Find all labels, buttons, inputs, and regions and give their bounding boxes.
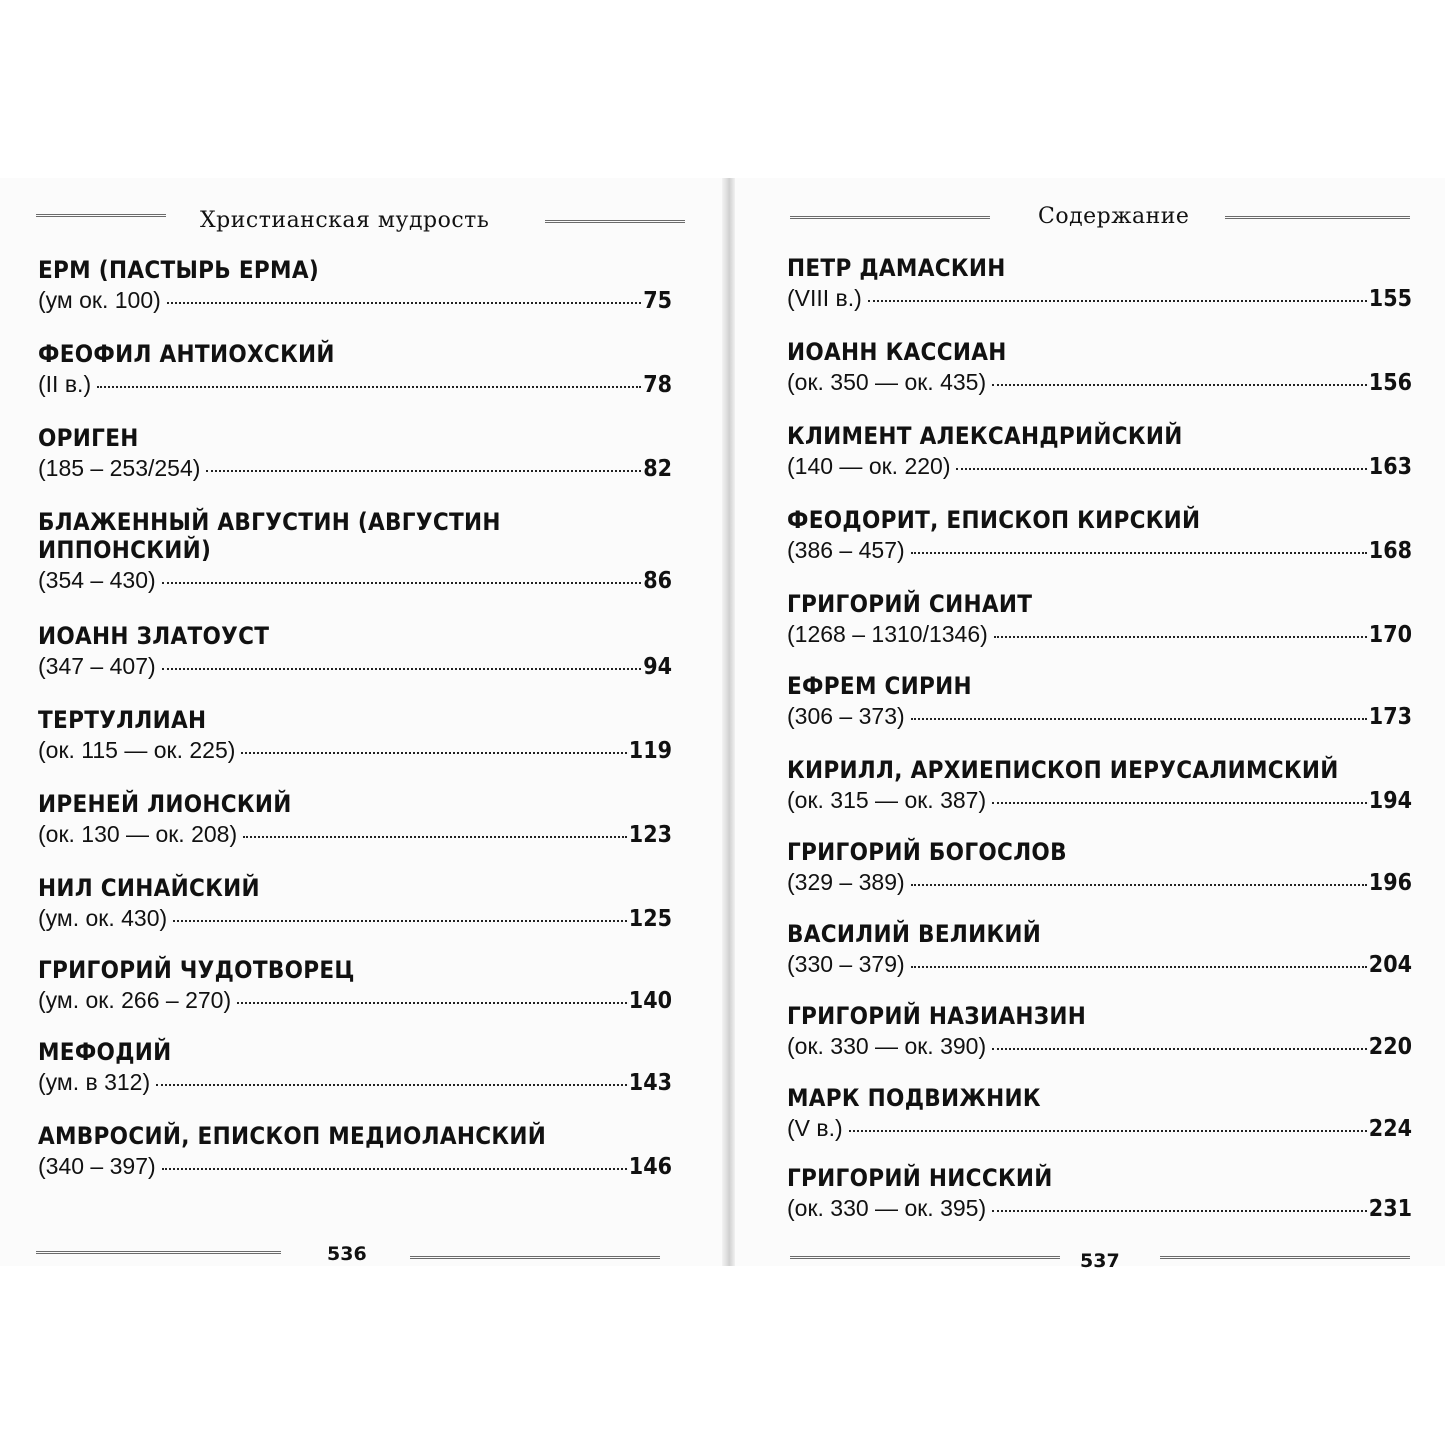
entry-line <box>787 368 1412 397</box>
dot-leader <box>241 752 626 754</box>
header-rule-right <box>545 220 685 223</box>
entry-dates: (VIII в.) <box>787 285 862 311</box>
entry-dates: (ум. в 312) <box>38 1069 151 1095</box>
entry-page-number: 220 <box>1368 1034 1412 1060</box>
dot-leader <box>868 300 1367 302</box>
entry-title: КЛИМЕНТ АЛЕКСАНДРИЙСКИЙ <box>787 422 1183 450</box>
entry-line <box>787 620 1412 649</box>
page-number: 536 <box>327 1243 367 1265</box>
toc-entry <box>787 1002 1412 1061</box>
entry-page-number: 155 <box>1368 286 1412 312</box>
toc-entry <box>38 1122 672 1181</box>
entry-title: КИРИЛЛ, АРХИЕПИСКОП ИЕРУСАЛИМСКИЙ <box>787 756 1339 784</box>
entry-page-number: 123 <box>628 822 672 848</box>
entry-page-number: 75 <box>643 288 672 314</box>
entry-title: ГРИГОРИЙ НАЗИАНЗИН <box>787 1002 1087 1030</box>
dot-leader <box>237 1002 627 1004</box>
entry-line <box>38 286 672 315</box>
toc-entry <box>38 1038 672 1097</box>
dot-leader <box>911 718 1367 720</box>
toc-entry <box>38 622 672 681</box>
entry-dates: (330 – 379) <box>787 951 905 977</box>
entry-dates: (386 – 457) <box>787 537 905 563</box>
entry-line <box>787 1194 1412 1223</box>
entry-page-number: 163 <box>1368 454 1412 480</box>
entry-dates: (ок. 330 — ок. 395) <box>787 1195 987 1221</box>
entry-page-number: 125 <box>628 906 672 932</box>
running-head: Содержание <box>1038 204 1190 229</box>
entry-title: ПЕТР ДАМАСКИН <box>787 254 1006 282</box>
entry-dates: (ум ок. 100) <box>38 287 161 313</box>
entry-line <box>787 452 1412 481</box>
entry-line <box>787 950 1412 979</box>
entry-page-number: 173 <box>1368 704 1412 730</box>
entry-title: ВАСИЛИЙ ВЕЛИКИЙ <box>787 920 1042 948</box>
dot-leader <box>992 802 1367 804</box>
dot-leader <box>994 636 1367 638</box>
running-head: Христианская мудрость <box>200 208 490 233</box>
entry-page-number: 156 <box>1368 370 1412 396</box>
toc-entry <box>38 508 672 595</box>
dot-leader <box>162 668 642 670</box>
toc-entry <box>787 920 1412 979</box>
entry-page-number: 119 <box>628 738 672 764</box>
toc-entry <box>38 874 672 933</box>
toc-entry <box>787 506 1412 565</box>
entry-line <box>38 652 672 681</box>
entry-title: НИЛ СИНАЙСКИЙ <box>38 874 260 902</box>
entry-line <box>787 786 1412 815</box>
toc-entry <box>38 790 672 849</box>
entry-title: ЕРМ (ПАСТЫРЬ ЕРМА) <box>38 256 320 284</box>
entry-page-number: 94 <box>643 654 672 680</box>
entry-line <box>787 284 1412 313</box>
entry-title: БЛАЖЕННЫЙ АВГУСТИН (АВГУСТИН ИППОНСКИЙ) <box>38 508 501 564</box>
dot-leader <box>173 920 627 922</box>
entry-title: ФЕОДОРИТ, ЕПИСКОП КИРСКИЙ <box>787 506 1201 534</box>
footer-rule-right <box>1160 1256 1410 1259</box>
entry-title: АМВРОСИЙ, ЕПИСКОП МЕДИОЛАНСКИЙ <box>38 1122 547 1150</box>
entry-line <box>787 536 1412 565</box>
entry-title: МАРК ПОДВИЖНИК <box>787 1084 1041 1112</box>
header-rule-right <box>1225 216 1410 219</box>
entry-title: ГРИГОРИЙ БОГОСЛОВ <box>787 838 1067 866</box>
dot-leader <box>992 384 1367 386</box>
toc-entry <box>38 256 672 315</box>
dot-leader <box>956 468 1366 470</box>
entry-page-number: 146 <box>628 1154 672 1180</box>
book-spread <box>0 178 1445 1272</box>
entry-dates: (ок. 130 — ок. 208) <box>38 821 238 847</box>
entry-line <box>38 986 672 1015</box>
entry-line <box>38 904 672 933</box>
entry-line <box>38 1068 672 1097</box>
footer-rule-left <box>36 1251 281 1254</box>
dot-leader <box>156 1084 627 1086</box>
entry-line <box>38 454 672 483</box>
header-rule-left <box>36 214 166 217</box>
entry-dates: (347 – 407) <box>38 653 156 679</box>
entry-title: ИОАНН ЗЛАТОУСТ <box>38 622 270 650</box>
entry-line <box>787 702 1412 731</box>
entry-page-number: 194 <box>1368 788 1412 814</box>
toc-entry <box>38 706 672 765</box>
entry-dates: (1268 – 1310/1346) <box>787 621 988 647</box>
dot-leader <box>911 884 1367 886</box>
entry-title: ОРИГЕН <box>38 424 139 452</box>
entry-dates: (340 – 397) <box>38 1153 156 1179</box>
entry-line <box>38 566 672 595</box>
toc-entry <box>787 838 1412 897</box>
entry-dates: (354 – 430) <box>38 567 156 593</box>
entry-page-number: 143 <box>628 1070 672 1096</box>
dot-leader <box>162 1168 627 1170</box>
book-gutter <box>722 178 735 1266</box>
toc-entry <box>787 254 1412 313</box>
dot-leader <box>167 302 641 304</box>
entry-page-number: 231 <box>1368 1196 1412 1222</box>
entry-page-number: 82 <box>643 456 672 482</box>
entry-page-number: 170 <box>1368 622 1412 648</box>
entry-dates: (ок. 115 — ок. 225) <box>38 737 236 763</box>
dot-leader <box>849 1130 1367 1132</box>
entry-dates: (ок. 330 — ок. 390) <box>787 1033 987 1059</box>
entry-title: МЕФОДИЙ <box>38 1038 172 1066</box>
entry-line <box>787 1032 1412 1061</box>
entry-line <box>787 1114 1412 1143</box>
entry-dates: (ум. ок. 266 – 270) <box>38 987 232 1013</box>
entry-dates: (329 – 389) <box>787 869 905 895</box>
entry-page-number: 78 <box>643 372 672 398</box>
entry-dates: (185 – 253/254) <box>38 455 201 481</box>
entry-line <box>38 1152 672 1181</box>
entry-page-number: 140 <box>628 988 672 1014</box>
toc-entry <box>787 1084 1412 1143</box>
entry-dates: (306 – 373) <box>787 703 905 729</box>
entry-title: ГРИГОРИЙ ЧУДОТВОРЕЦ <box>38 956 355 984</box>
entry-dates: (ум. ок. 430) <box>38 905 168 931</box>
entry-line <box>38 370 672 399</box>
dot-leader <box>162 582 642 584</box>
entry-dates: (II в.) <box>38 371 92 397</box>
toc-entry <box>38 340 672 399</box>
entry-title: ТЕРТУЛЛИАН <box>38 706 207 734</box>
right-page <box>735 178 1445 1272</box>
toc-entry <box>787 1164 1412 1223</box>
entry-line <box>38 820 672 849</box>
entry-title: ФЕОФИЛ АНТИОХСКИЙ <box>38 340 335 368</box>
entry-page-number: 204 <box>1368 952 1412 978</box>
entry-dates: (ок. 315 — ок. 387) <box>787 787 987 813</box>
toc-entry <box>787 422 1412 481</box>
header-rule-left <box>790 216 990 219</box>
entry-title: ЕФРЕМ СИРИН <box>787 672 972 700</box>
footer-rule-right <box>410 1256 660 1259</box>
page-number: 537 <box>1080 1250 1120 1272</box>
toc-entry <box>787 756 1412 815</box>
toc-entry <box>38 956 672 1015</box>
entry-line <box>787 868 1412 897</box>
entry-title: ГРИГОРИЙ НИССКИЙ <box>787 1164 1053 1192</box>
dot-leader <box>911 966 1367 968</box>
dot-leader <box>992 1048 1367 1050</box>
entry-page-number: 86 <box>643 568 672 594</box>
toc-entry <box>787 338 1412 397</box>
dot-leader <box>243 836 627 838</box>
entry-dates: (140 — ок. 220) <box>787 453 951 479</box>
dot-leader <box>97 386 641 388</box>
entry-title: ИОАНН КАССИАН <box>787 338 1007 366</box>
entry-title: ИРЕНЕЙ ЛИОНСКИЙ <box>38 790 292 818</box>
entry-title: ГРИГОРИЙ СИНАИТ <box>787 590 1033 618</box>
toc-entry <box>787 672 1412 731</box>
entry-page-number: 224 <box>1368 1116 1412 1142</box>
toc-entry <box>787 590 1412 649</box>
left-page <box>0 178 722 1266</box>
entry-dates: (V в.) <box>787 1115 843 1141</box>
dot-leader <box>911 552 1367 554</box>
footer-rule-left <box>790 1256 1060 1259</box>
dot-leader <box>992 1210 1367 1212</box>
entry-line <box>38 736 672 765</box>
dot-leader <box>206 470 641 472</box>
entry-dates: (ок. 350 — ок. 435) <box>787 369 987 395</box>
entry-page-number: 196 <box>1368 870 1412 896</box>
toc-entry <box>38 424 672 483</box>
entry-page-number: 168 <box>1368 538 1412 564</box>
